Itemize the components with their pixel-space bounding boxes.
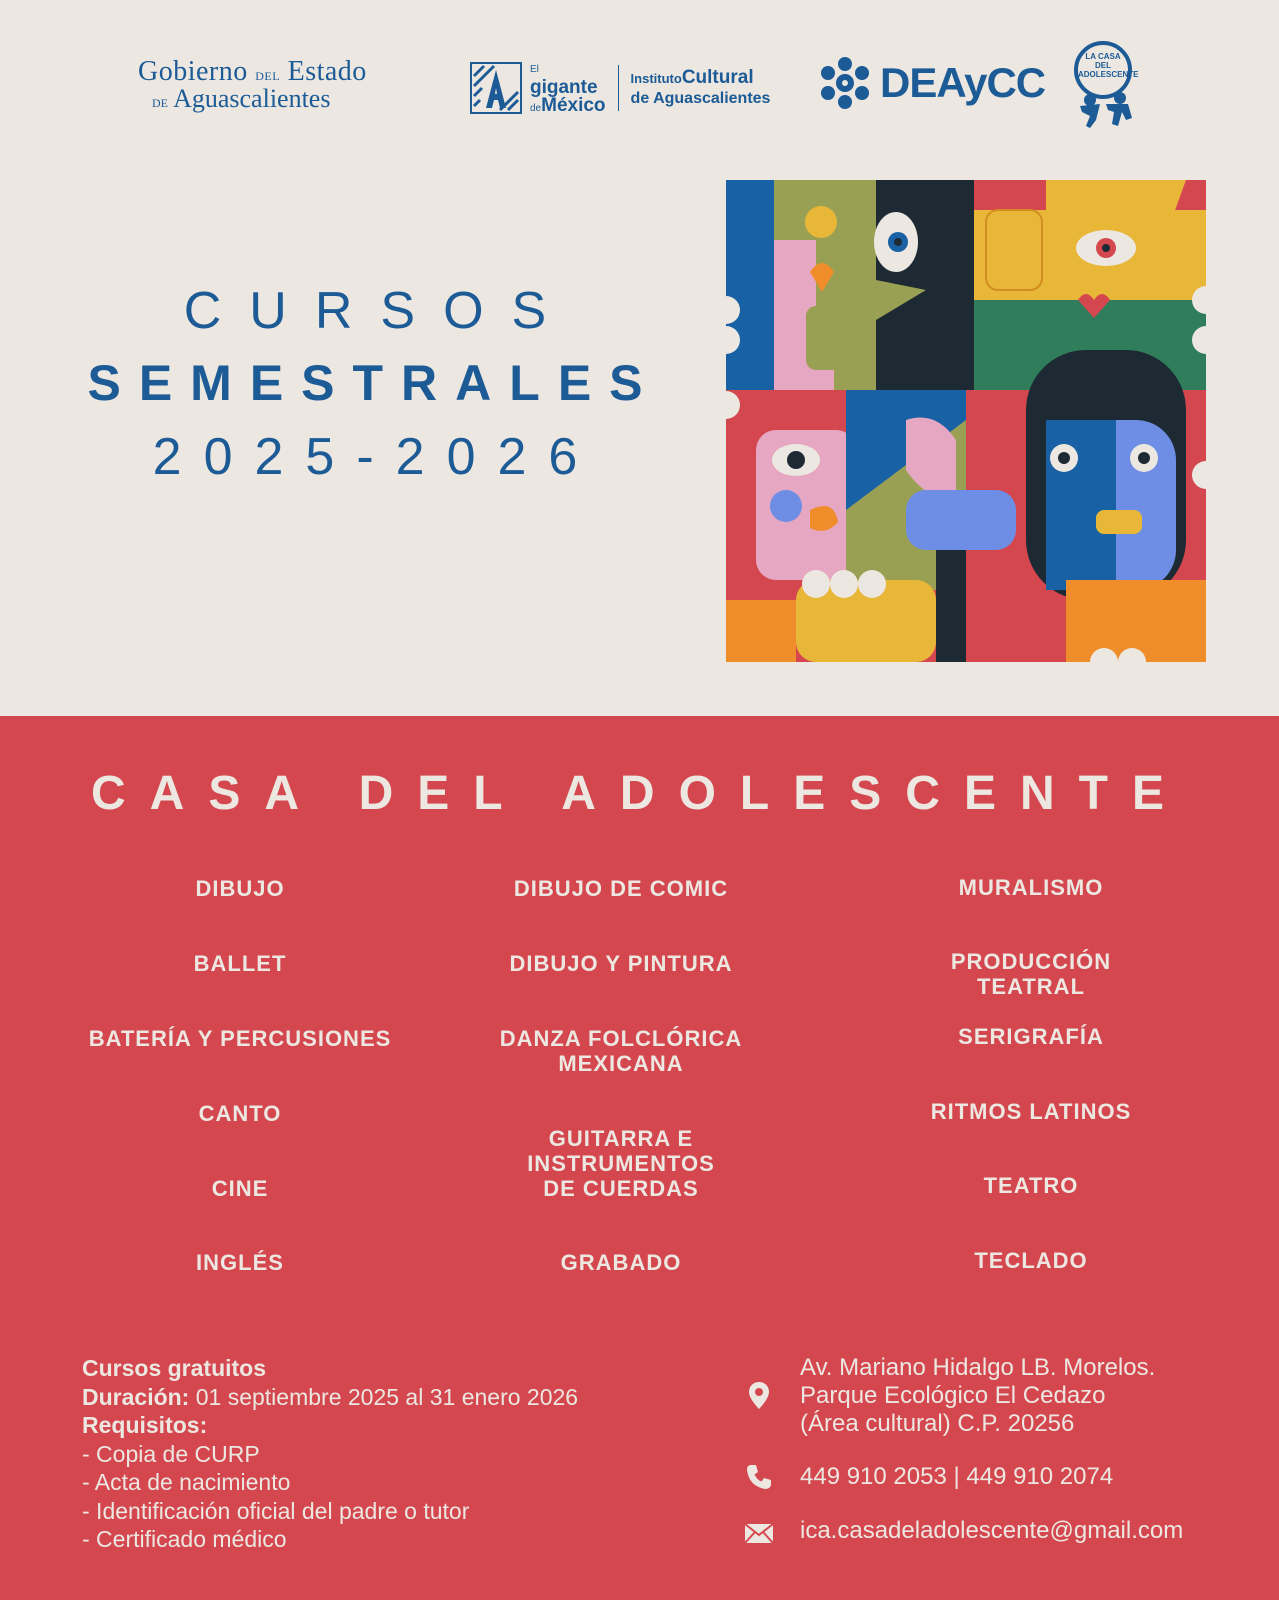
course-item: DIBUJO: [195, 876, 285, 901]
course-info: [82, 1354, 578, 1554]
email-text[interactable]: ica.casadeladolescente@gmail.com: [800, 1517, 1184, 1544]
logo-divider: [618, 65, 619, 111]
course-item: DIBUJO DE COMIC: [513, 876, 729, 901]
address-text: Av. Mariano Hidalgo LB. Morelos. Parque Ecológico El Cedazo (Área cultural) C.P. 20256: [800, 1354, 1156, 1437]
gigante-a-icon: [470, 62, 522, 114]
course-item: PRODUCCIÓN TEATRAL: [950, 949, 1112, 999]
requirements-label: Requisitos:: [82, 1412, 208, 1438]
ica-cultural: Cultural: [681, 67, 754, 88]
phone-text[interactable]: 449 910 2053 | 449 910 2074: [800, 1463, 1114, 1490]
course-item: DIBUJO Y PINTURA: [509, 951, 733, 976]
headline-years: 2025-2026: [152, 428, 600, 486]
contact-phone: [744, 1463, 1113, 1491]
mail-icon: [744, 1518, 774, 1548]
casa-badge-text: LA CASA DEL ADOLESCENTE: [1078, 52, 1139, 79]
course-item: BALLET: [193, 951, 287, 976]
gigante-mexico: México: [541, 95, 606, 116]
course-item: RITMOS LATINOS: [930, 1099, 1132, 1124]
course-item: TECLADO: [974, 1248, 1088, 1273]
requirement-item: - Certificado médico: [82, 1526, 287, 1552]
section-title: CASA DEL ADOLESCENTE: [91, 767, 1188, 820]
gigante-ica-logo: [470, 58, 770, 118]
course-item: GUITARRA E INSTRUMENTOS DE CUERDAS: [527, 1126, 715, 1201]
gigante-word: gigante: [530, 77, 598, 98]
course-item: DANZA FOLCLÓRICA MEXICANA: [499, 1026, 743, 1076]
ica-aguascalientes: de Aguascalientes: [630, 90, 771, 107]
course-item: TEATRO: [983, 1173, 1079, 1198]
contact-email: [744, 1517, 1183, 1545]
ica-instituto: Instituto: [630, 71, 682, 86]
requirement-item: - Acta de nacimiento: [82, 1469, 291, 1495]
free-label: Cursos gratuitos: [82, 1355, 267, 1381]
phone-icon: [744, 1462, 774, 1492]
headline-semestrales: SEMESTRALES: [87, 355, 661, 411]
gobierno-word: Gobierno: [138, 56, 248, 87]
headline: [60, 278, 670, 492]
duration-value: 01 septiembre 2025 al 31 enero 2026: [195, 1383, 579, 1410]
deaycc-word: DEAyCC: [880, 59, 1046, 106]
deaycc-flower-icon: [820, 56, 870, 110]
gobierno-logo: [138, 58, 367, 112]
deaycc-logo: [820, 56, 1045, 110]
gobierno-del: DEL: [255, 69, 281, 83]
contact-address: [744, 1354, 1155, 1438]
gobierno-estado: Estado: [287, 56, 367, 87]
course-item: CANTO: [198, 1101, 282, 1126]
course-item: INGLÉS: [196, 1250, 284, 1275]
gobierno-de: DE: [152, 96, 168, 110]
duration-label: Duración:: [82, 1383, 190, 1410]
course-item: GRABADO: [560, 1250, 682, 1275]
course-item: BATERÍA Y PERCUSIONES: [88, 1026, 392, 1051]
gigante-de: de: [530, 103, 542, 114]
colorful-faces-illustration: [726, 180, 1206, 662]
course-item: MURALISMO: [958, 875, 1104, 900]
requirement-item: - Identificación oficial del padre o tutor: [82, 1497, 470, 1524]
gobierno-aguascalientes: Aguascalientes: [173, 84, 331, 113]
headline-cursos: CURSOS: [183, 282, 575, 340]
casa-adolescente-logo: [1066, 40, 1140, 128]
requirement-item: - Copia de CURP: [82, 1440, 260, 1467]
gigante-el: El: [530, 64, 539, 75]
course-item: SERIGRAFÍA: [958, 1024, 1104, 1049]
location-pin-icon: [744, 1380, 774, 1410]
course-item: CINE: [211, 1176, 269, 1201]
